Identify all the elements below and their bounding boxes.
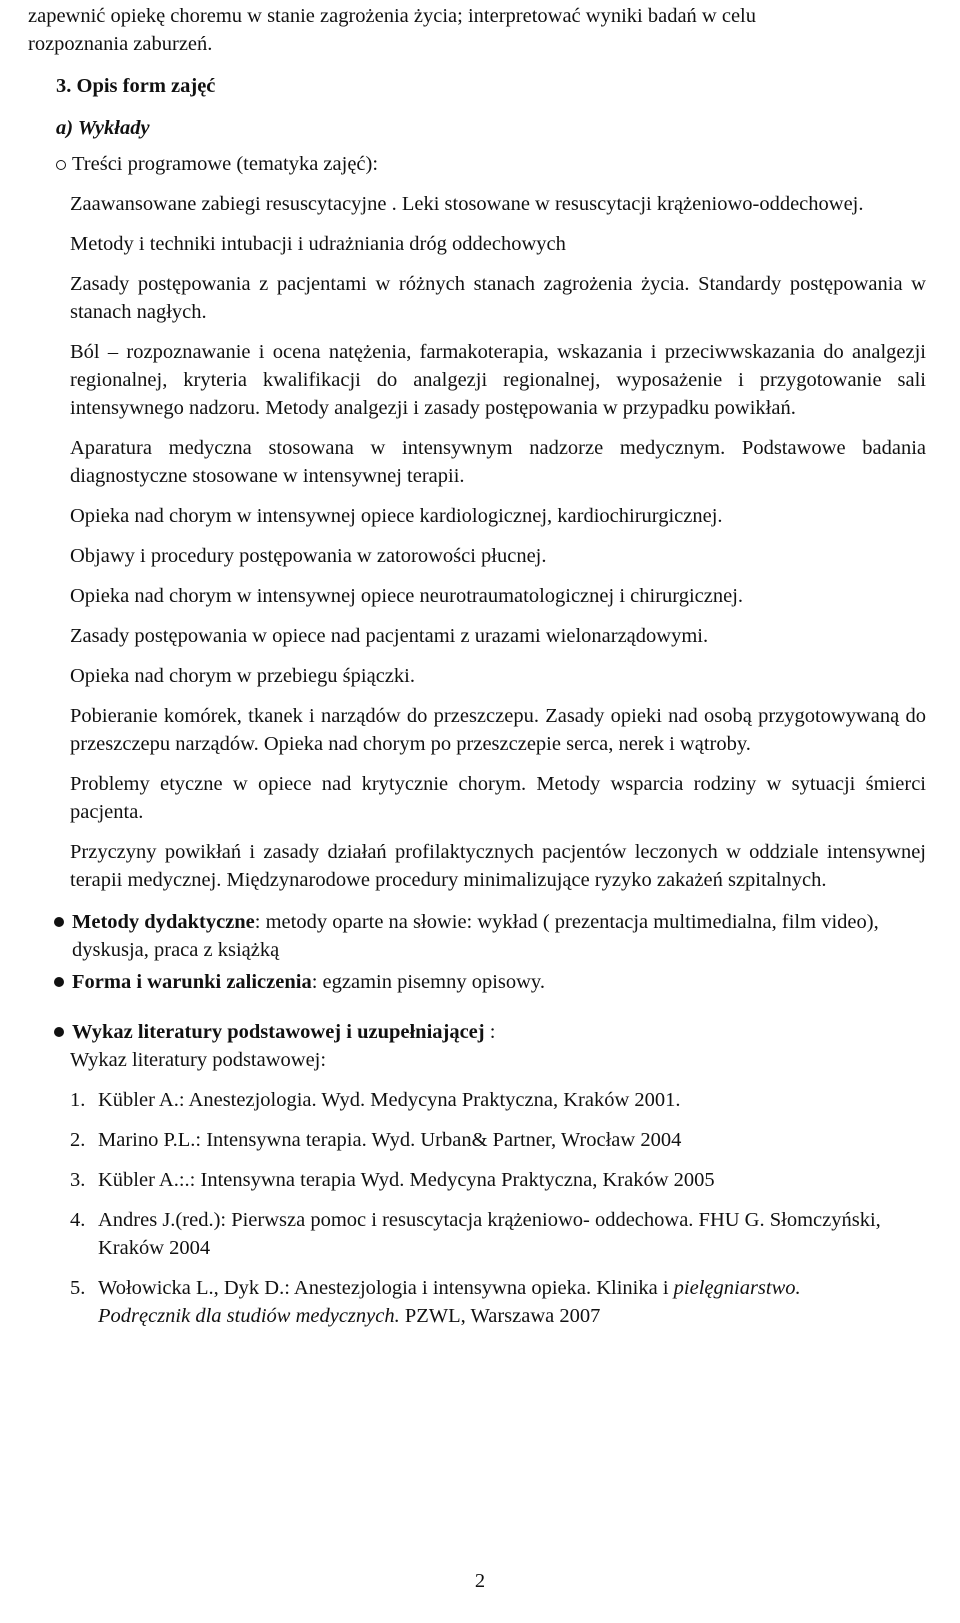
assessment-label: Forma i warunki zaliczenia [72,971,312,993]
literature-subheading: Wykaz literatury podstawowej: [70,1049,327,1071]
topic-item: Pobieranie komórek, tkanek i narządów do przeszczepu. Zasady opieki nad osobą przygotowywaną do przeszczepu narządów. Opieka nad chorym po przeszczepie serca, nerek i wątroby. [70,705,926,755]
literature-item [70,1086,890,1114]
topics-heading-text: Treści programowe (tematyka zajęć): [72,153,379,175]
bullet-icon [54,977,64,987]
topic-item: Ból – rozpoznawanie i ocena natężenia, farmakoterapia, wskazania i przeciwwskazania do analgezji regionalnej, kryteria kwalifikacji do analgezji regionalnej, wyposażenie i przygotowanie sali intensywnego nadzoru. Metody analgezji i zasady postępowania w przypadku powikłań. [70,341,926,419]
topic-item: Opieka nad chorym w intensywnej opiece kardiologicznej, kardiochirurgicznej. [70,505,723,527]
topic-item: Zaawansowane zabiegi resuscytacyjne . Leki stosowane w resuscytacji krążeniowo-oddechowej. [70,193,864,215]
literature-item [70,1166,890,1194]
literature-text: Kübler A.:.: Intensywna terapia Wyd. Medycyna Praktyczna, Kraków 2005 [98,1169,715,1191]
literature-suffix: : [484,1021,496,1043]
literature-item [70,1206,890,1262]
topic-item: Metody i techniki intubacji i udrażniania dróg oddechowych [70,233,566,255]
page-content [28,0,928,1330]
literature-number: 5. [70,1277,86,1299]
assessment-item [28,968,928,996]
methods-text: : metody oparte na słowie: wykład ( prezentacja multimedialna, film video), dyskusja, praca z książką [72,911,879,961]
methods-item [28,908,928,964]
intro-line-1: zapewnić opiekę choremu w stanie zagrożenia życia; interpretować wyniki badań w celu [28,5,756,27]
literature-text-plain: Wołowicka L., Dyk D.: Anestezjologia i intensywna opieka. Klinika i [98,1277,674,1299]
bullet-icon [56,160,66,170]
subsection-title: a) Wykłady [56,117,150,139]
literature-text-end: PZWL, Warszawa 2007 [399,1305,601,1327]
literature-item [70,1126,890,1154]
section-title: 3. Opis form zajęć [56,75,216,97]
bullet-icon [54,1027,64,1037]
topics-list [70,190,926,894]
literature-number: 1. [70,1089,86,1111]
page-number: 2 [474,1570,486,1592]
topic-item: Aparatura medyczna stosowana w intensywnym nadzorze medycznym. Podstawowe badania diagnostyczne stosowane w intensywnej terapii. [70,437,926,487]
literature-text: Andres J.(red.): Pierwsza pomoc i resuscytacja krążeniowo- oddechowa. FHU G. Słomczyński, Kraków 2004 [98,1209,881,1259]
topic-item: Opieka nad chorym w intensywnej opiece neurotraumatologicznej i chirurgicznej. [70,585,744,607]
bullet-icon [54,917,64,927]
literature-text: Kübler A.: Anestezjologia. Wyd. Medycyna Praktyczna, Kraków 2001. [98,1089,681,1111]
topic-item: Zasady postępowania z pacjentami w różnych stanach zagrożenia życia. Standardy postępowania w stanach nagłych. [70,273,926,323]
methods-label: Metody dydaktyczne [72,911,255,933]
literature-heading [28,1018,928,1046]
intro-line-2: rozpoznania zaburzeń. [28,33,213,55]
topic-item: Objawy i procedury postępowania w zatorowości płucnej. [70,545,547,567]
topics-heading [28,150,928,178]
topic-item: Przyczyny powikłań i zasady działań profilaktycznych pacjentów leczonych w oddziale intensywnej terapii medycznej. Międzynarodowe procedury minimalizujące ryzyko zakażeń szpitalnych. [70,841,926,891]
literature-text: Marino P.L.: Intensywna terapia. Wyd. Urban& Partner, Wrocław 2004 [98,1129,682,1151]
literature-label: Wykaz literatury podstawowej i uzupełniającej [72,1021,485,1043]
topic-item: Problemy etyczne w opiece nad krytycznie chorym. Metody wsparcia rodziny w sytuacji śmierci pacjenta. [70,773,926,823]
literature-item [70,1274,890,1330]
intro-paragraph [28,2,928,58]
literature-text-italic: pielęgniarstwo. Podręcznik dla studiów medycznych. [98,1277,801,1327]
literature-number: 2. [70,1129,86,1151]
assessment-text: : egzamin pisemny opisowy. [311,971,545,993]
literature-number: 4. [70,1209,86,1231]
literature-list [70,1086,890,1330]
topic-item: Zasady postępowania w opiece nad pacjentami z urazami wielonarządowymi. [70,625,709,647]
topic-item: Opieka nad chorym w przebiegu śpiączki. [70,665,415,687]
literature-number: 3. [70,1169,86,1191]
